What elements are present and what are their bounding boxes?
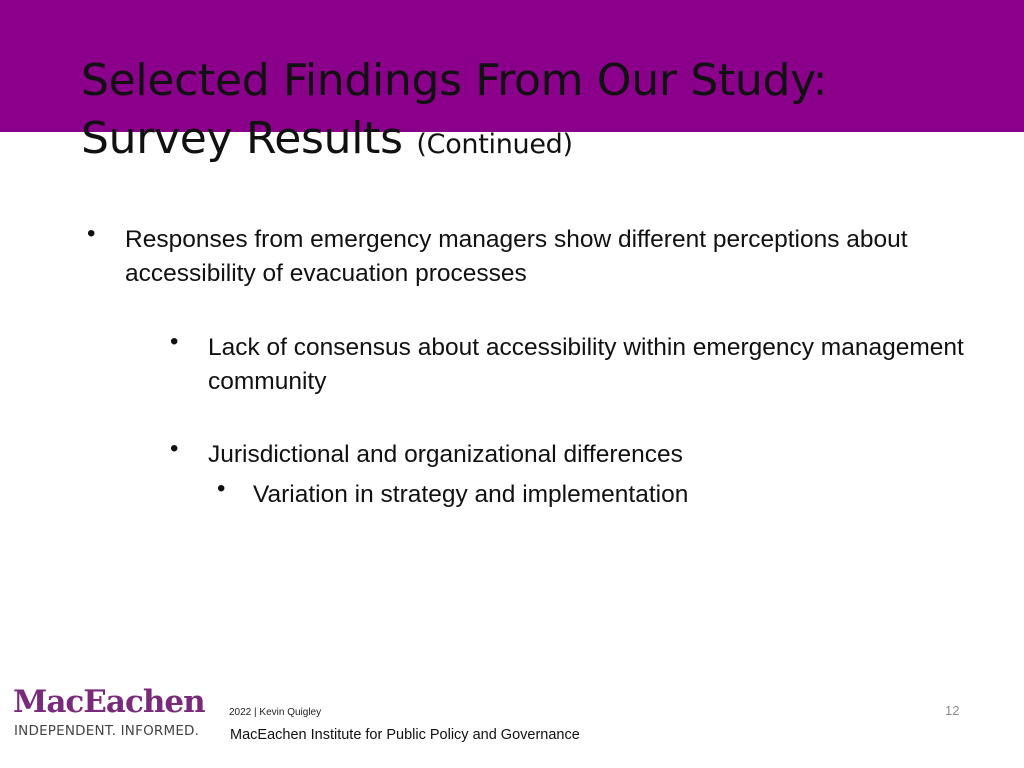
- bullet-icon: •: [170, 328, 179, 355]
- title-suffix: (Continued): [416, 129, 573, 160]
- bullet-item: [170, 328, 968, 399]
- page-number: 12: [945, 703, 960, 718]
- bullet-text: Variation in strategy and implementation: [253, 481, 689, 508]
- title-line-1: Selected Findings From Our Study:: [81, 55, 828, 106]
- footer-credit: 2022 | Kevin Quigley: [229, 707, 322, 718]
- bullet-text: Lack of consensus about accessibility within emergency management community: [208, 334, 964, 395]
- bullet-icon: •: [87, 220, 96, 247]
- bullet-text: Responses from emergency managers show different perceptions about accessibility of evacuation processes: [125, 226, 908, 287]
- logo-tagline: INDEPENDENT. INFORMED.: [14, 723, 200, 739]
- bullet-icon: •: [170, 435, 179, 462]
- maceachen-logo: [13, 684, 218, 744]
- bullet-icon: •: [217, 475, 226, 502]
- logo-wordmark: MacEachen: [13, 684, 205, 720]
- bullet-item: [217, 475, 973, 512]
- title-main: Survey Results: [81, 113, 403, 164]
- bullet-item: [87, 220, 925, 291]
- bullet-text: Jurisdictional and organizational differences: [208, 441, 683, 468]
- bullet-item: [170, 435, 968, 472]
- footer-institute: MacEachen Institute for Public Policy and Governance: [230, 727, 580, 743]
